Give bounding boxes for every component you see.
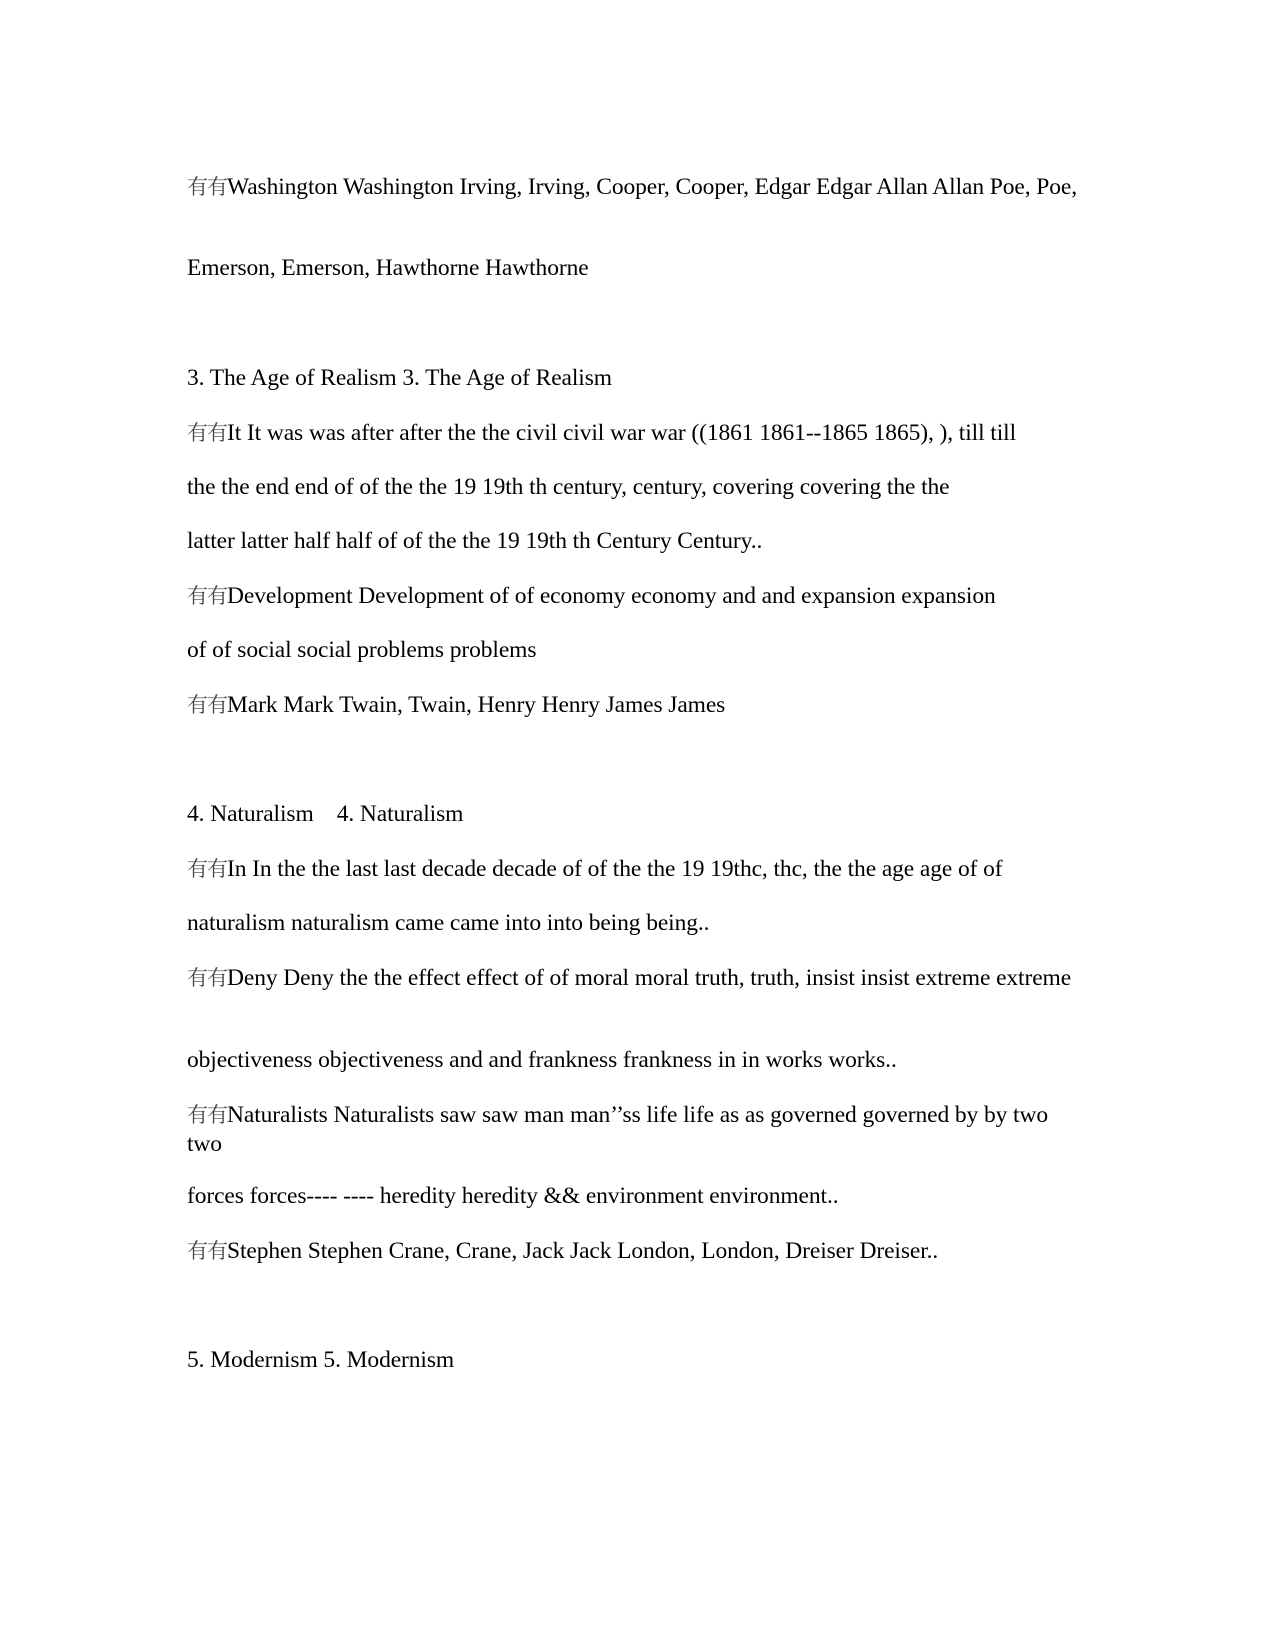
line-text: Deny Deny the the effect effect of of moral moral truth, truth, insist insist extreme extreme xyxy=(227,965,1072,991)
text-line xyxy=(187,855,1087,884)
text-line xyxy=(187,419,1087,448)
heading-text: 3. The Age of Realism 3. The Age of Realism xyxy=(187,365,612,391)
line-text: In In the the last last decade decade of of the the 19 19thc, thc, the the age age of of xyxy=(227,856,1003,882)
line-text: Naturalists Naturalists saw saw man man’’ss life life as as governed governed by by two two xyxy=(187,1102,1048,1157)
bullet-glyph: 有有 xyxy=(187,175,227,199)
text-line xyxy=(187,173,1087,202)
line-text: Stephen Stephen Crane, Crane, Jack Jack London, London, Dreiser Dreiser.. xyxy=(227,1238,939,1264)
section-heading xyxy=(187,1346,1087,1375)
section-heading xyxy=(187,800,1087,829)
heading-text: 5. Modernism 5. Modernism xyxy=(187,1347,455,1373)
bullet-glyph: 有有 xyxy=(187,584,227,608)
text-line xyxy=(187,1182,1087,1211)
line-text: forces forces---- ---- heredity heredity && environment environment.. xyxy=(187,1183,839,1209)
line-text: Development Development of of economy economy and and expansion expansion xyxy=(227,583,996,609)
text-line xyxy=(187,254,1087,283)
line-text: objectiveness objectiveness and and frankness frankness in in works works.. xyxy=(187,1047,897,1073)
text-line xyxy=(187,1101,1087,1159)
text-line xyxy=(187,1046,1087,1075)
bullet-glyph: 有有 xyxy=(187,693,227,717)
text-line xyxy=(187,473,1087,502)
bullet-glyph: 有有 xyxy=(187,1239,227,1263)
bullet-glyph: 有有 xyxy=(187,966,227,990)
line-text: Mark Mark Twain, Twain, Henry Henry James James xyxy=(227,692,726,718)
bullet-glyph: 有有 xyxy=(187,1103,227,1127)
text-line xyxy=(187,527,1087,556)
text-line xyxy=(187,636,1087,665)
text-line xyxy=(187,582,1087,611)
text-line xyxy=(187,691,1087,720)
line-text: Washington Washington Irving, Irving, Cooper, Cooper, Edgar Edgar Allan Allan Poe, Poe, xyxy=(227,174,1078,200)
section-heading xyxy=(187,364,1087,393)
line-text: naturalism naturalism came came into into being being.. xyxy=(187,910,710,936)
line-text: of of social social problems problems xyxy=(187,637,537,663)
line-text: latter latter half half of of the the 19 19th th Century Century.. xyxy=(187,528,763,554)
bullet-glyph: 有有 xyxy=(187,857,227,881)
bullet-glyph: 有有 xyxy=(187,421,227,445)
line-text: It It was was after after the the civil civil war war ((1861 1861--1865 1865), ), till till xyxy=(227,420,1017,446)
line-text: Emerson, Emerson, Hawthorne Hawthorne xyxy=(187,255,589,281)
line-text: the the end end of of the the 19 19th th century, century, covering covering the the xyxy=(187,474,950,500)
text-line xyxy=(187,909,1087,938)
heading-text: 4. Naturalism 4. Naturalism xyxy=(187,801,464,827)
text-line xyxy=(187,964,1087,993)
text-line xyxy=(187,1237,1087,1266)
